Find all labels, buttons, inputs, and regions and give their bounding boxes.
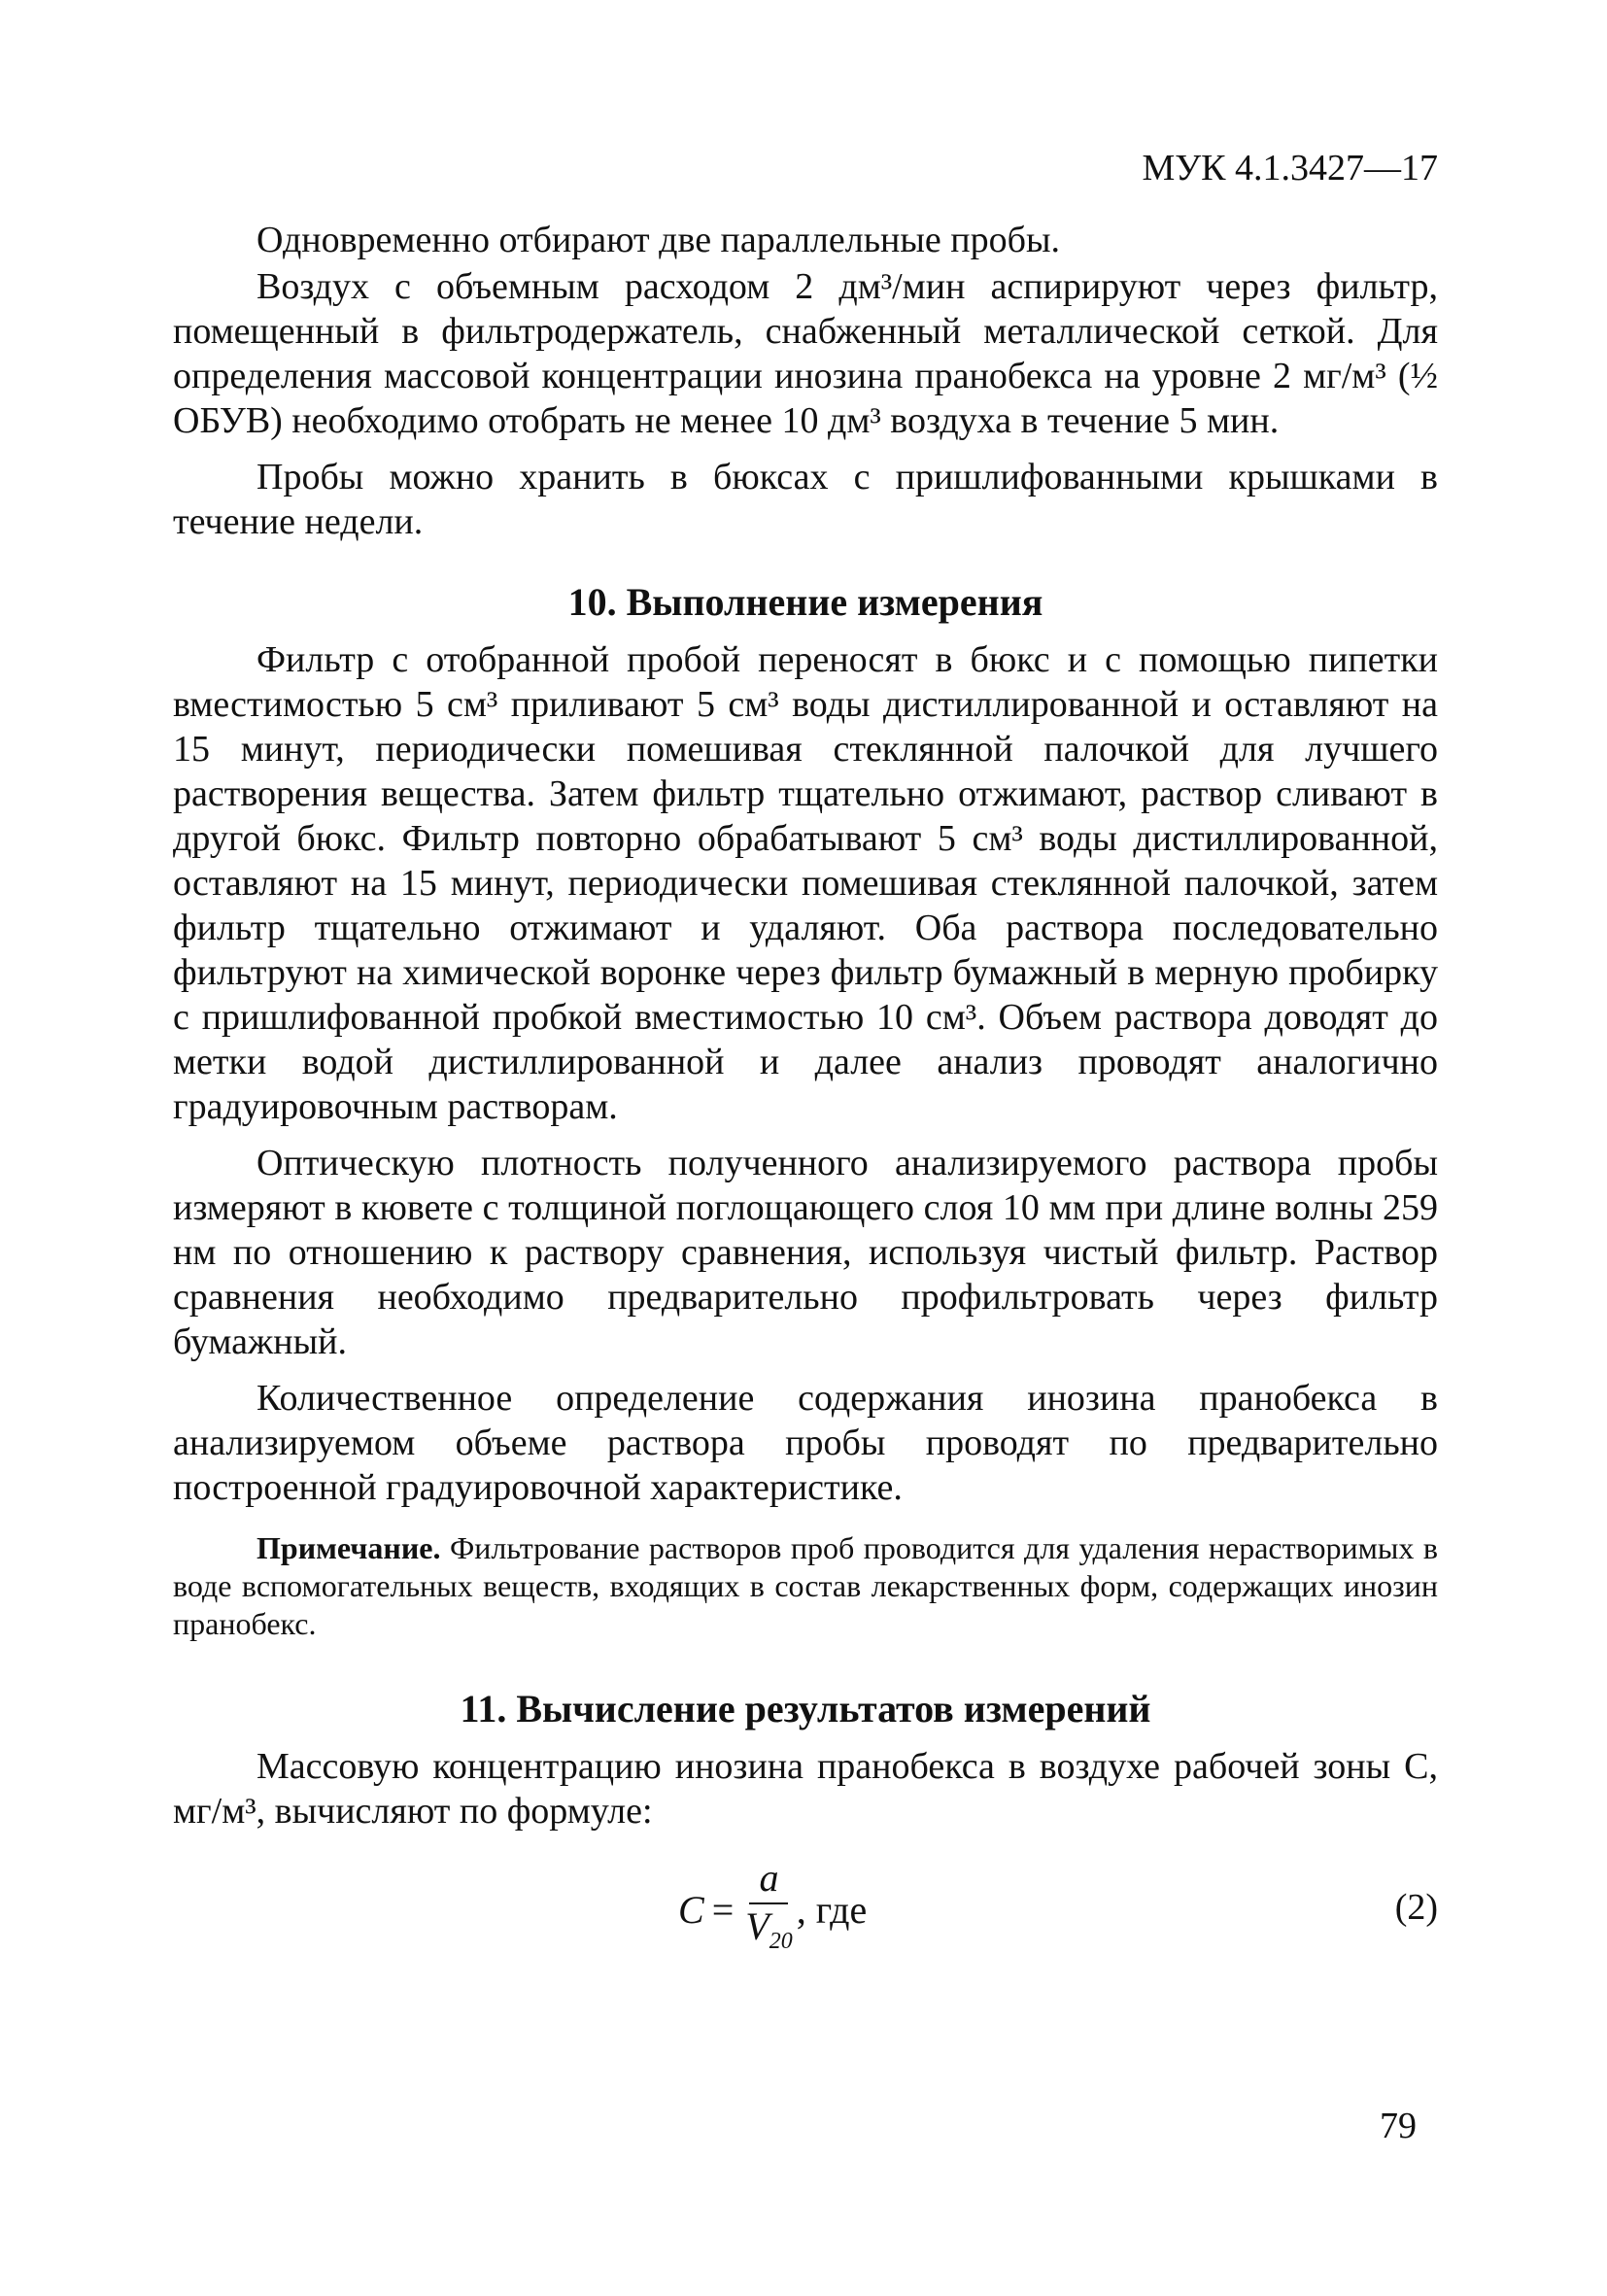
note-text: Фильтрование растворов проб проводится для удаления нерастворимых в воде вспомогательных веществ, входящих в состав лекарственных форм, содержащих инозин пранобекс. <box>173 1530 1438 1641</box>
paragraph-air-aspiration: Воздух с объемным расходом 2 дм³/мин аспирируют через фильтр, помещенный в фильтродержатель, снабженный металлической сеткой. Для определения массовой концентрации инозина пранобекса на уровне 2 мг/м³ (½ ОБУВ) необходимо отобрать не менее 10 дм³ воздуха в течение 5 мин. <box>173 266 1438 441</box>
document-page <box>173 146 1438 1968</box>
formula-row <box>173 1851 1438 1968</box>
paragraph-parallel-samples: Одновременно отбирают две параллельные пробы. <box>256 220 1060 260</box>
paragraph-mass-concentration: Массовую концентрацию инозина пранобекса в воздухе рабочей зоны C, мг/м³, вычисляют по формуле: <box>173 1746 1438 1832</box>
paragraph-filter-procedure: Фильтр с отобранной пробой переносят в бюкс и с помощью пипетки вместимостью 5 см³ приливают 5 см³ воды дистиллированной и оставляют на 15 минут, периодически помешивая стеклянной палочкой для лучшего растворения вещества. Затем фильтр тщательно отжимают, раствор сливают в другой бюкс. Фильтр повторно обрабатывают 5 см³ воды дистиллированной, оставляют на 15 минут, периодически помешивая стеклянной палочкой, затем фильтр тщательно отжимают и удаляют. Оба раствора последовательно фильтруют на химической воронке через фильтр бумажный в мерную пробирку с пришлифованной пробкой вместимостью 10 см³. Объем раствора доводят до метки водой дистиллированной и далее анализ проводят аналогично градуировочным растворам. <box>173 639 1438 1127</box>
formula-denominator-var: V <box>745 1903 769 1948</box>
formula-numerator: a <box>749 1856 788 1904</box>
formula <box>678 1851 867 1968</box>
note-label: Примечание. <box>256 1530 441 1565</box>
formula-suffix: , где <box>796 1887 868 1932</box>
section-11-heading: 11. Вычисление результатов измерений <box>460 1687 1151 1731</box>
formula-denominator <box>745 1904 792 1964</box>
section-10-heading: 10. Выполнение измерения <box>567 580 1043 624</box>
page-number: 79 <box>1380 2106 1417 2146</box>
formula-fraction <box>745 1856 792 1964</box>
formula-denominator-sub: 20 <box>769 1928 793 1954</box>
formula-lhs: C <box>678 1887 704 1932</box>
formula-number: (2) <box>1394 1887 1438 1928</box>
paragraph-quantitative-determination: Количественное определение содержания инозина пранобекса в анализируемом объеме раствора пробы проводят по предварительно построенной градуировочной характеристике. <box>173 1378 1438 1508</box>
document-code-header: МУК 4.1.3427—17 <box>1142 148 1438 188</box>
paragraph-sample-storage: Пробы можно хранить в бюксах с пришлифованными крышками в течение недели. <box>173 457 1438 542</box>
paragraph-optical-density: Оптическую плотность полученного анализируемого раствора пробы измеряют в кювете с толщиной поглощающего слоя 10 мм при длине волны 259 нм по отношению к раствору сравнения, используя чистый фильтр. Раствор сравнения необходимо предварительно профильтровать через фильтр бумажный. <box>173 1143 1438 1362</box>
note-block <box>173 1529 1438 1643</box>
formula-equals: = <box>711 1887 735 1932</box>
